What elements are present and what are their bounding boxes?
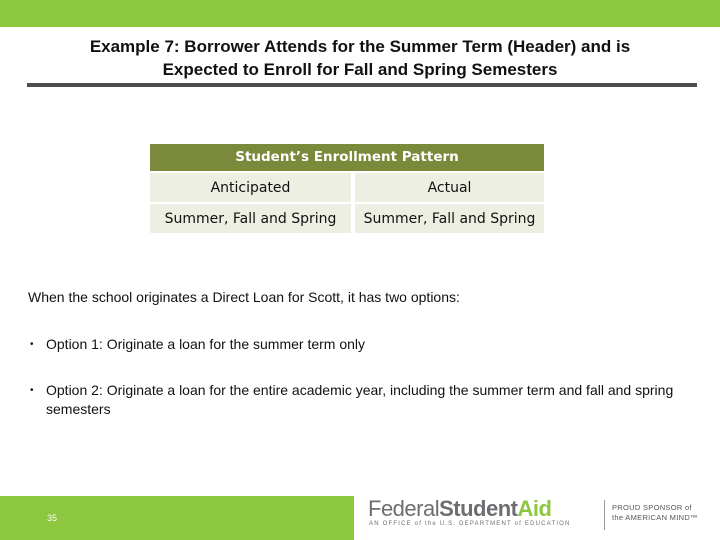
enrollment-pattern-table	[150, 144, 544, 233]
top-accent-bar	[0, 0, 720, 27]
column-header-actual: Actual	[355, 173, 544, 202]
logo-aid-text: Aid	[517, 496, 552, 521]
logo-tagline: AN OFFICE of the U.S. DEPARTMENT of EDUCATION	[369, 521, 571, 527]
slide-title-line-1: Example 7: Borrower Attends for the Summer Term (Header) and is	[89, 37, 631, 56]
slide-title	[10, 35, 710, 81]
intro-text: When the school originates a Direct Loan for Scott, it has two options:	[28, 289, 460, 305]
title-divider	[27, 83, 697, 87]
page-number: 35	[47, 513, 58, 523]
logo-student-text: Student	[439, 496, 518, 521]
table-header: Student’s Enrollment Pattern	[150, 144, 544, 171]
bullet-icon: •	[30, 339, 34, 350]
table-row	[150, 202, 544, 233]
table-column-headers	[150, 171, 544, 202]
table-cell-actual: Summer, Fall and Spring	[355, 204, 544, 233]
sponsor-text: PROUD SPONSOR of the AMERICAN MIND™	[612, 503, 698, 522]
bullet-icon: •	[30, 385, 34, 396]
bullet-text: Option 2: Originate a loan for the entire academic year, including the summer term and fall and spring semesters	[46, 382, 674, 417]
logo-federal-text: Federal	[368, 496, 440, 521]
footer-divider	[604, 500, 605, 530]
column-header-anticipated: Anticipated	[150, 173, 351, 202]
table-cell-anticipated: Summer, Fall and Spring	[150, 204, 351, 233]
bullet-text: Option 1: Originate a loan for the summer term only	[46, 336, 366, 352]
slide-title-line-2: Expected to Enroll for Fall and Spring Semesters	[162, 60, 558, 79]
